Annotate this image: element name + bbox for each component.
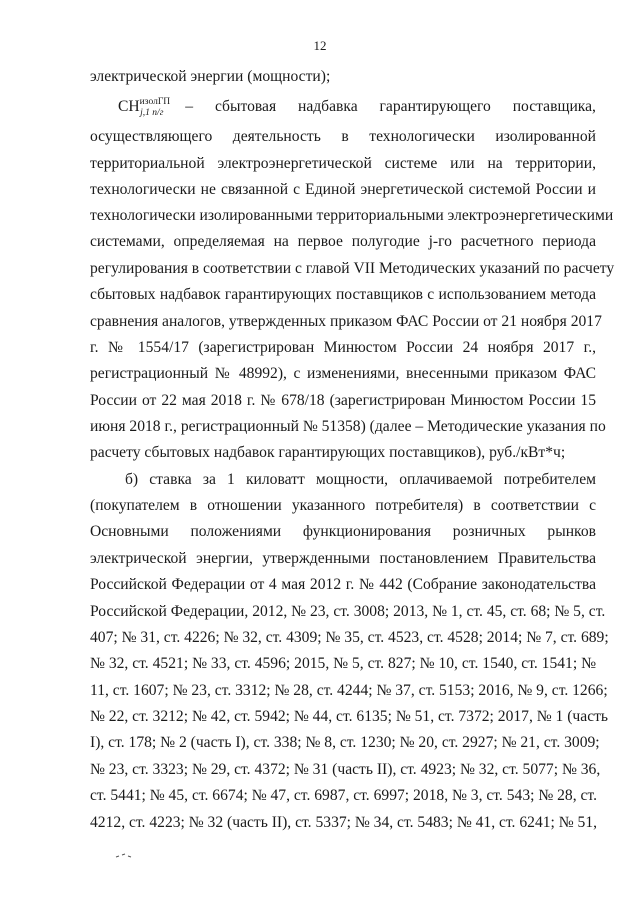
paragraph2-line: электрической энергии, утвержденными постановлением Правительства [90,550,596,567]
paragraph1-line: системами, определяемая на первое полугодие j-го расчетного периода [90,233,596,250]
paragraph2-line: (покупателем в отношении указанного потребителя) в соответствии с [90,497,596,514]
formula-dash: – [185,98,194,115]
formula-base: СН [118,98,140,115]
paragraph2-line: № 23, ст. 3323; № 29, ст. 4372; № 31 (часть II), ст. 4923; № 32, ст. 5077; № 36, [90,761,601,778]
formula-word: гарантирующего [379,98,491,115]
formula-subscript: j,1 п/г [140,108,164,118]
paragraph1-line: расчету сбытовых надбавок гарантирующих поставщиков), руб./кВт*ч; [90,444,566,461]
page-number: 12 [313,38,327,53]
paragraph2-first-line: б) ставка за 1 киловатт мощности, оплачиваемой потребителем [125,471,596,488]
paragraph1-line: России от 22 мая 2018 г. № 678/18 (зарегистрирован Минюстом России 15 [90,392,596,409]
intro-line: электрической энергии (мощности); [90,68,331,85]
formula-word: надбавка [297,98,358,115]
paragraph1-line: регистрационный № 48992), с изменениями, внесенными приказом ФАС [90,365,596,382]
formula-word: сбытовая [214,98,277,115]
paragraph2-line: 4212, ст. 4223; № 32 (часть II), ст. 5337; № 34, ст. 5483; № 41, ст. 6241; № 51, [90,814,598,831]
paragraph2-line: 11, ст. 1607; № 23, ст. 3312; № 28, ст. 4244; № 37, ст. 5153; 2016, № 9, ст. 1266; [90,682,608,699]
scan-mark [115,851,137,859]
paragraph1-line: июня 2018 г., регистрационный № 51358) (далее – Методические указания по [90,418,606,435]
paragraph1-line: регулирования в соответствии с главой VII Методических указаний по расчету [90,260,615,277]
paragraph2-line: № 22, ст. 3212; № 42, ст. 5942; № 44, ст. 6135; № 51, ст. 7372; 2017, № 1 (часть [90,708,609,725]
paragraph2-line: Российской Федерации, 2012, № 23, ст. 3008; 2013, № 1, ст. 45, ст. 68; № 5, ст. [90,603,606,620]
formula-word: поставщика, [512,98,596,115]
paragraph1-line: сбытовых надбавок гарантирующих поставщиков с использованием метода [90,286,596,303]
paragraph2-line: Российской Федерации от 4 мая 2012 г. № 442 (Собрание законодательства [90,576,596,593]
formula-symbol [118,97,171,118]
paragraph2-line: № 32, ст. 4521; № 33, ст. 4596; 2015, № 5, ст. 827; № 10, ст. 1540, ст. 1541; № [90,655,596,672]
paragraph1-line: территориальной электроэнергетической системе или на территории, [90,155,596,172]
paragraph1-line: осуществляющего деятельность в технологически изолированной [90,128,596,145]
paragraph1-line: сравнения аналогов, утвержденных приказом ФАС России от 21 ноября 2017 [90,313,602,330]
formula-definition-line [118,98,596,120]
paragraph1-line: технологически не связанной с Единой энергетической системой России и [90,181,596,198]
formula-superscript: изолГП [139,97,171,107]
paragraph1-line: технологически изолированными территориальными электроэнергетическими [90,207,614,224]
paragraph1-line: г. № 1554/17 (зарегистрирован Минюстом России 24 ноября 2017 г., [90,339,596,356]
paragraph2-line: I), ст. 178; № 2 (часть I), ст. 338; № 8, ст. 1230; № 20, ст. 2927; № 21, ст. 3009; [90,734,600,751]
paragraph2-line: ст. 5441; № 45, ст. 6674; № 47, ст. 6987, ст. 6997; 2018, № 3, ст. 543; № 28, ст. [90,787,597,804]
paragraph2-line: 407; № 31, ст. 4226; № 32, ст. 4309; № 35, ст. 4523, ст. 4528; 2014; № 7, ст. 689; [90,629,609,646]
paragraph2-line: Основными положениями функционирования розничных рынков [90,523,596,540]
